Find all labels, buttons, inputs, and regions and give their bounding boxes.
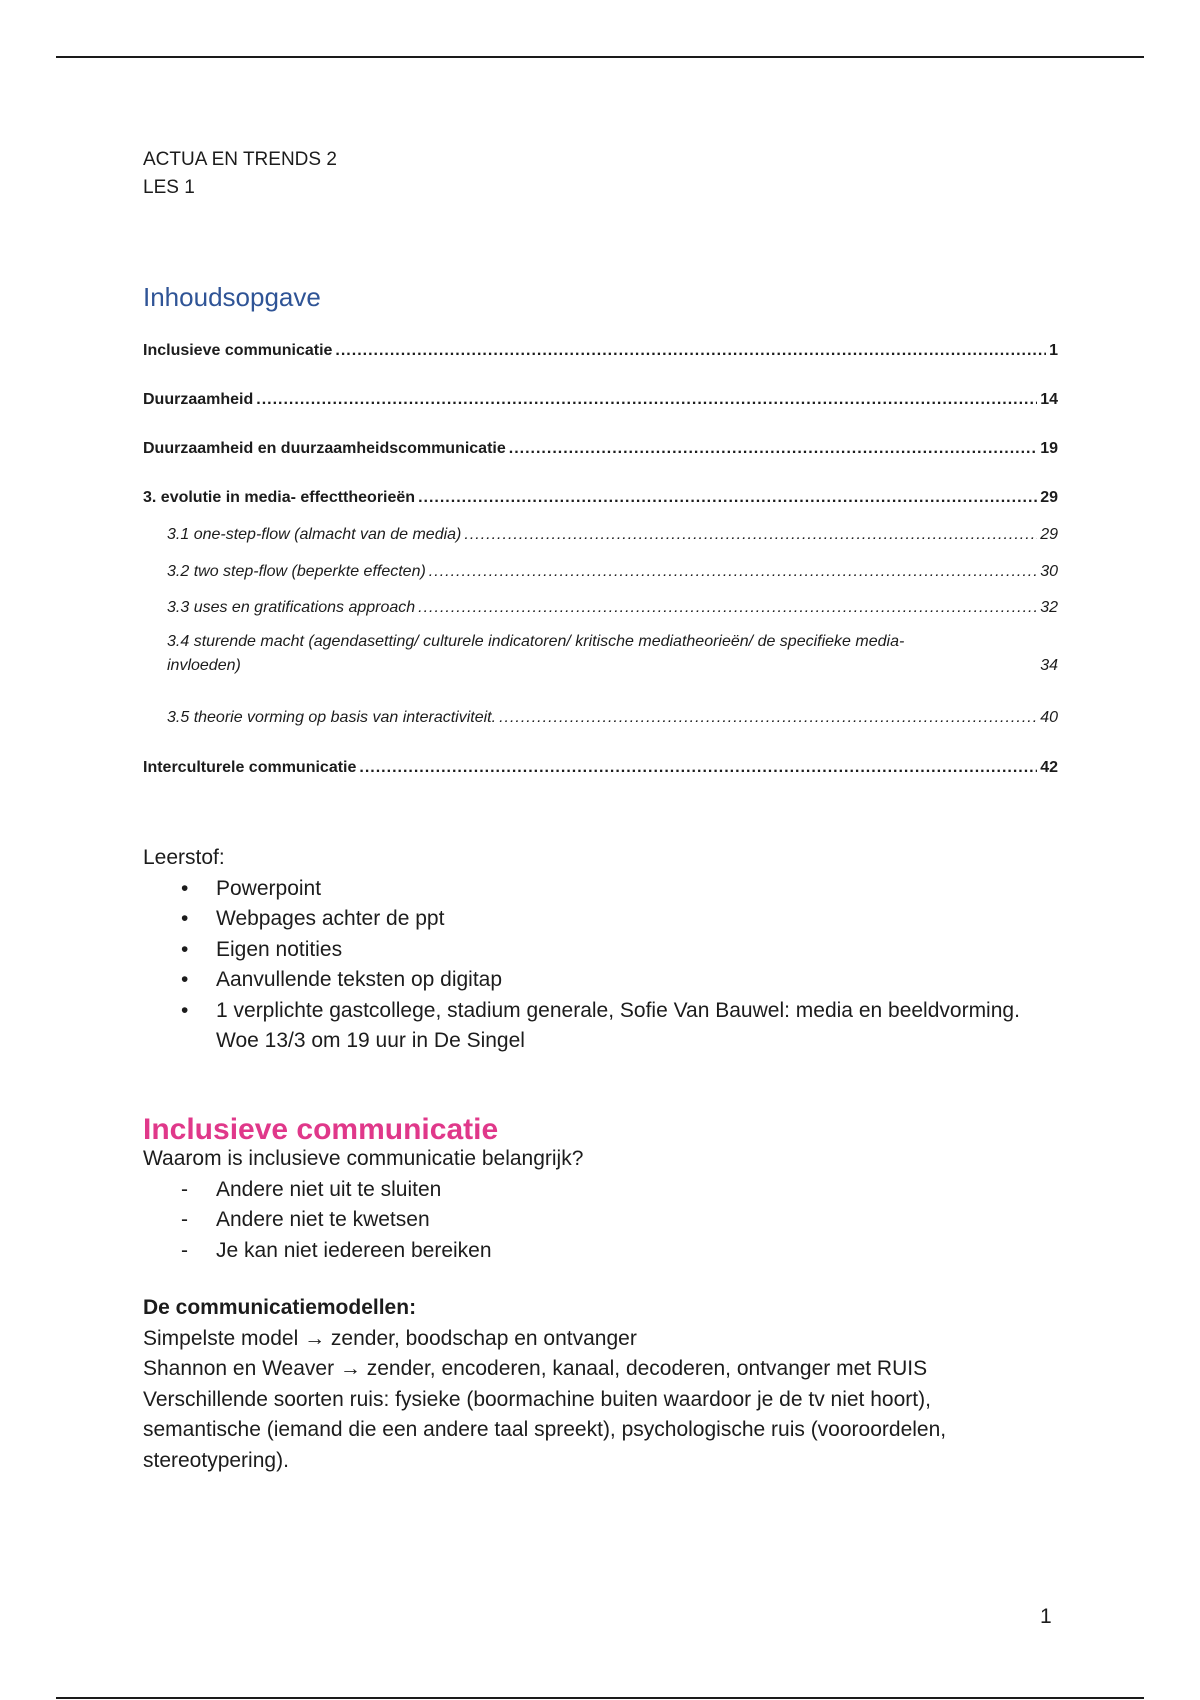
toc-entry[interactable]: Duurzaamheid en duurzaamheidscommunicatie ..... 19	[143, 440, 1058, 458]
inclusive-section	[143, 1112, 1058, 1476]
toc-entry[interactable]: Duurzaamheid ..... 14	[143, 391, 1058, 409]
models-heading: De communicatiemodellen:	[143, 1296, 417, 1319]
list-item: - Andere niet uit te sluiten	[143, 1175, 1058, 1206]
list-item: • Eigen notities	[143, 935, 1058, 966]
model-line: Shannon en Weaver → zender, encoderen, kanaal, decoderen, ontvanger met RUIS	[143, 1357, 928, 1380]
leerstof-title: Leerstof:	[143, 846, 225, 869]
list-item: - Andere niet te kwetsen	[143, 1205, 1058, 1236]
list-item-continuation: Woe 13/3 om 19 uur in De Singel	[216, 1029, 525, 1052]
header-rule	[56, 56, 1144, 58]
section-question: Waarom is inclusieve communicatie belangrijk?	[143, 1147, 584, 1170]
toc-subentry[interactable]: 3.4 sturende macht (agendasetting/ culturele indicatoren/ kritische mediatheorieën/ de specifieke media- invloeden) 34	[167, 633, 1058, 674]
toc-title: Inhoudsopgave	[143, 282, 321, 312]
toc-subentry[interactable]: 3.1 one-step-flow (almacht van de media) ..... 29	[167, 526, 1058, 544]
page-number: 1	[1040, 1605, 1052, 1628]
footer-rule	[56, 1697, 1144, 1699]
list-item: - Je kan niet iedereen bereiken	[143, 1236, 1058, 1267]
model-line: semantische (iemand die een andere taal spreekt), psychologische ruis (vooroordelen,	[143, 1418, 947, 1441]
lesson-label: LES 1	[143, 177, 195, 198]
toc-subentry[interactable]: 3.5 theorie vorming op basis van interactiviteit. ..... 40	[167, 709, 1058, 727]
toc-subentry[interactable]: 3.3 uses en gratifications approach ..... 32	[167, 599, 1058, 617]
list-item: • 1 verplichte gastcollege, stadium generale, Sofie Van Bauwel: media en beeldvorming.	[143, 996, 1058, 1027]
list-item: • Webpages achter de ppt	[143, 904, 1058, 935]
section-heading: Inclusieve communicatie	[143, 1113, 499, 1146]
toc-entry[interactable]: Inclusieve communicatie ..... 1	[143, 342, 1058, 360]
toc-entry[interactable]: 3. evolutie in media- effecttheorieën ..... 29	[143, 489, 1058, 507]
leerstof-list	[143, 874, 1058, 1027]
model-line: Simpelste model → zender, boodschap en ontvanger	[143, 1326, 637, 1350]
leerstof-block	[143, 843, 1058, 1057]
list-item: • Aanvullende teksten op digitap	[143, 965, 1058, 996]
model-line: Verschillende soorten ruis: fysieke (boormachine buiten waardoor je de tv niet hoort),	[143, 1387, 931, 1411]
course-title: ACTUA EN TRENDS 2	[143, 149, 337, 170]
model-line: stereotypering).	[143, 1448, 289, 1472]
toc-entry[interactable]: Interculturele communicatie ..... 42	[143, 759, 1058, 777]
list-item: • Powerpoint	[143, 874, 1058, 905]
document-header	[143, 146, 337, 202]
toc-subentry[interactable]: 3.2 two step-flow (beperkte effecten) ..... 30	[167, 563, 1058, 581]
reasons-list	[143, 1175, 1058, 1267]
